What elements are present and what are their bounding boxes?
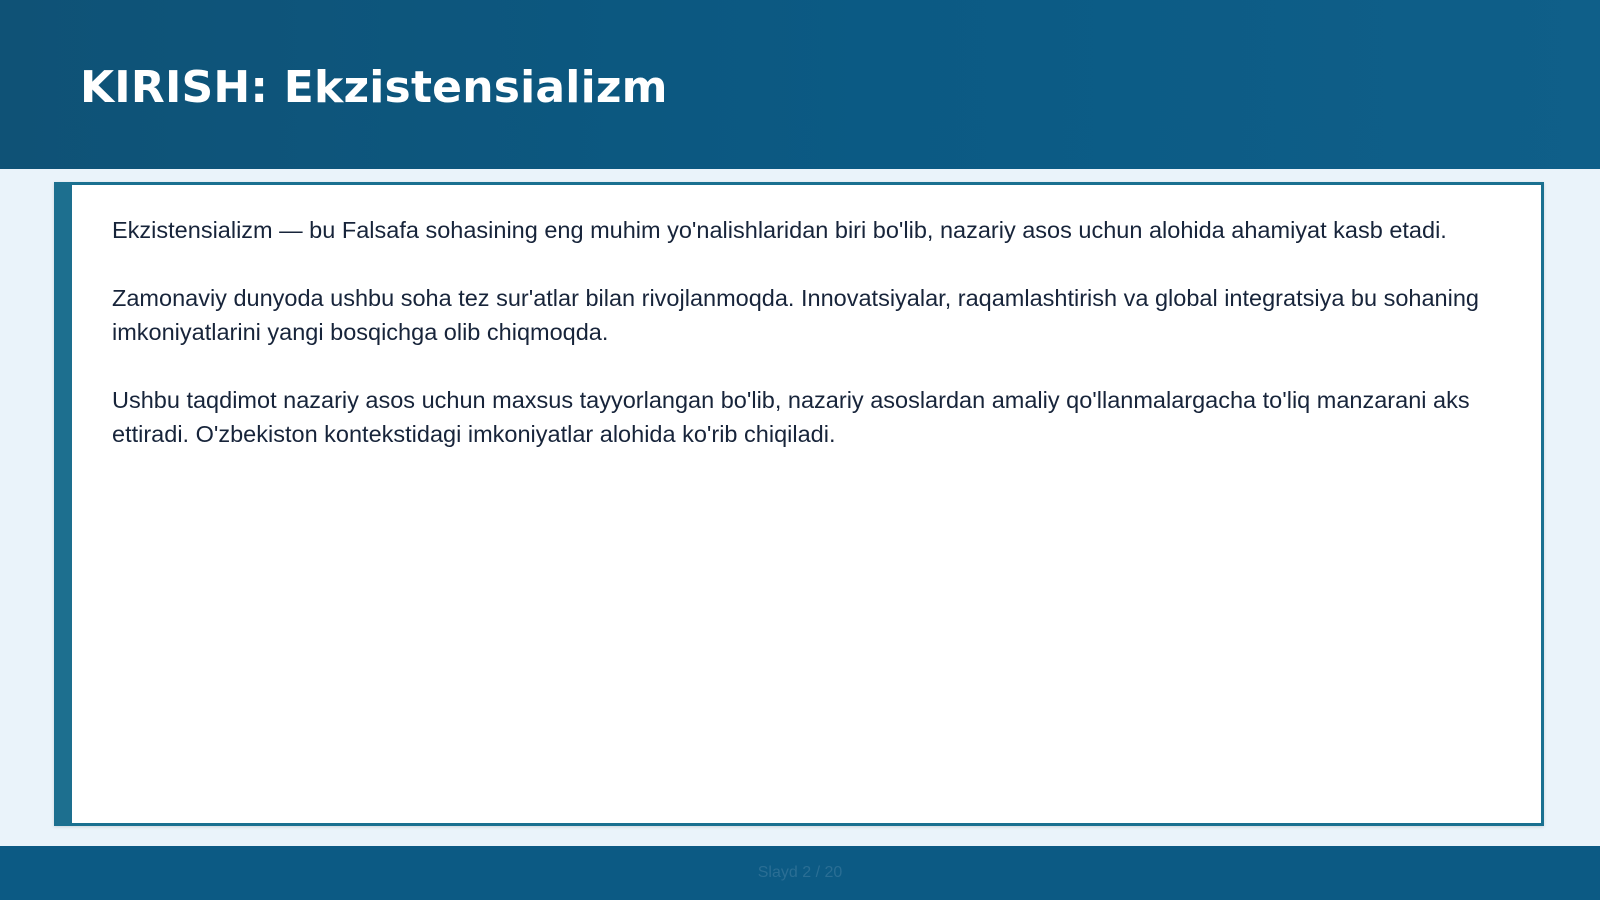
slide-title: KIRISH: Ekzistensializm bbox=[80, 62, 668, 113]
paragraph-modern-world: Zamonaviy dunyoda ushbu soha tez sur'atlar bilan rivojlanmoqda. Innovatsiyalar, raqamlashtirish va global integratsiya bu sohaning imkoniyatlarini yangi bosqichga olib chiqmoqda. bbox=[112, 285, 1479, 345]
slide-footer bbox=[0, 846, 1600, 900]
content-card bbox=[54, 182, 1544, 826]
slide-header bbox=[0, 0, 1600, 169]
paragraph-intro: Ekzistensializm — bu Falsafa sohasining eng muhim yo'nalishlaridan biri bo'lib, nazariy asos uchun alohida ahamiyat kasb etadi. bbox=[112, 217, 1447, 243]
content-body bbox=[112, 213, 1492, 485]
slide-number: Slayd 2 / 20 bbox=[757, 864, 843, 881]
paragraph-presentation-purpose: Ushbu taqdimot nazariy asos uchun maxsus tayyorlangan bo'lib, nazariy asoslardan amaliy qo'llanmalargacha to'liq manzarani aks ettiradi. O'zbekiston kontekstidagi imkoniyatlar alohida ko'rib chiqiladi. bbox=[112, 387, 1470, 447]
